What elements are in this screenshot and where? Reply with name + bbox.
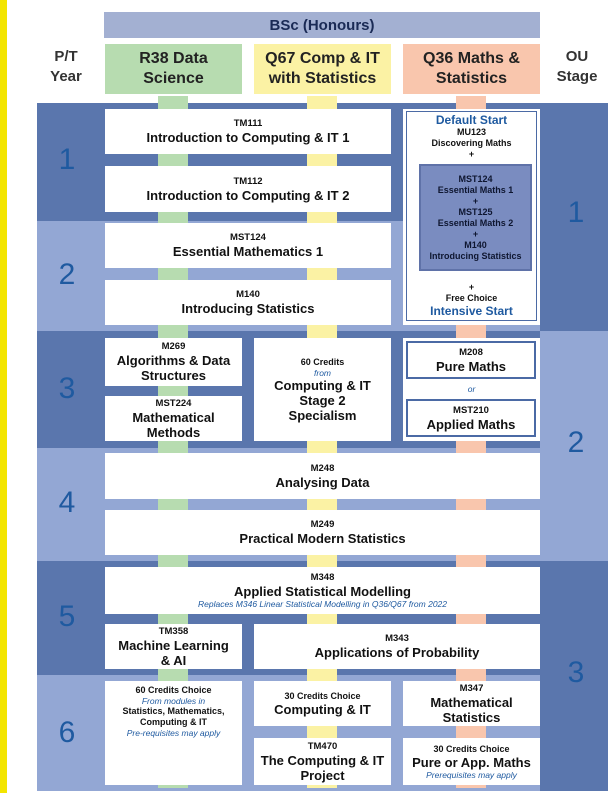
plus-sign: + <box>472 195 479 206</box>
module-code: TM358 <box>158 625 189 637</box>
year-number-2: 2 <box>58 258 76 291</box>
module-title: Analysing Data <box>275 474 370 490</box>
default-start-label: Default Start <box>435 113 508 127</box>
module-code: M269 <box>161 341 186 352</box>
m140-code: M140 <box>464 239 487 250</box>
column-q67 <box>254 44 391 94</box>
module-title: Introduction to Computing & IT 2 <box>146 187 350 203</box>
mu123-title: Discovering Maths <box>431 138 512 148</box>
module-title: Introducing Statistics <box>181 301 315 316</box>
module-m343 <box>254 624 540 669</box>
module-m249 <box>105 510 540 555</box>
specialism-title: Computing & IT Stage 2 Specialism <box>274 377 371 423</box>
module-title: Practical Modern Statistics <box>239 531 406 546</box>
q67-stage2-specialism <box>254 338 391 441</box>
year-number-3: 3 <box>58 372 76 405</box>
column-r38 <box>105 44 242 94</box>
stage-number-1: 1 <box>567 196 585 229</box>
module-code: MST224 <box>155 397 192 409</box>
pt-year-text: P/T Year <box>50 48 82 85</box>
module-code: TM470 <box>307 740 338 752</box>
module-tm470 <box>254 738 391 785</box>
column-q67-label: Q67 Comp & IT with Statistics <box>265 50 380 87</box>
module-title: Mathematical Methods <box>132 409 215 440</box>
m140-title: Introducing Statistics <box>429 250 522 261</box>
plus-sign: + <box>468 282 475 292</box>
stage-number-3: 3 <box>567 656 585 689</box>
module-code: M343 <box>385 633 409 644</box>
column-q36 <box>403 44 540 94</box>
plus-sign: + <box>472 228 479 239</box>
module-title: Mathematical Statistics <box>430 694 513 725</box>
q36-intensive-box <box>419 164 532 271</box>
module-code: MST210 <box>453 404 489 416</box>
module-code: MST124 <box>230 232 266 243</box>
prereq-label: Pre-requisites may apply <box>126 728 221 738</box>
q67-30-credits-choice <box>254 681 391 726</box>
choice-title: Computing & IT <box>274 701 371 717</box>
mst125-title: Essential Maths 2 <box>437 217 514 228</box>
mst124-code: MST124 <box>458 173 493 184</box>
module-m248 <box>105 453 540 499</box>
module-m269 <box>105 338 242 386</box>
q36-free-choice <box>410 279 533 321</box>
credits-label: 60 Credits Choice <box>135 685 212 695</box>
module-note: Replaces M346 Linear Statistical Modelling in Q36/Q67 from 2022 <box>198 599 447 609</box>
module-m348 <box>105 567 540 614</box>
page-edge-stripe <box>0 0 7 793</box>
module-code: M140 <box>236 289 260 300</box>
credits-label: 30 Credits Choice <box>284 690 361 701</box>
module-tm358 <box>105 624 242 669</box>
programme-banner: BSc (Honours) <box>104 12 540 38</box>
from-label: from <box>314 367 331 378</box>
stage-number-2: 2 <box>567 426 585 459</box>
module-tm111 <box>105 109 391 154</box>
choice-title: Pure or App. Maths <box>412 754 531 770</box>
free-choice-label: Free Choice <box>445 293 498 303</box>
module-title: The Computing & IT Project <box>260 752 385 783</box>
mst124-title: Essential Maths 1 <box>437 184 514 195</box>
year-number-6: 6 <box>58 716 76 749</box>
mst125-code: MST125 <box>458 206 493 217</box>
from-label: From modules in <box>141 696 206 706</box>
module-code: TM111 <box>233 118 263 129</box>
module-m140 <box>105 280 391 325</box>
credits-label: 30 Credits Choice <box>433 743 510 754</box>
module-m208 <box>406 341 536 379</box>
module-title: Machine Learning & AI <box>118 637 229 668</box>
module-code: TM112 <box>233 175 263 187</box>
column-q36-label: Q36 Maths & Statistics <box>423 50 520 87</box>
module-m347 <box>403 681 540 726</box>
module-title: Essential Mathematics 1 <box>172 244 324 259</box>
module-tm112 <box>105 166 391 212</box>
module-code: M348 <box>310 572 335 583</box>
module-title: Introduction to Computing & IT 1 <box>146 130 350 145</box>
module-mst224 <box>105 396 242 441</box>
ou-stage-text: OU Stage <box>556 48 598 85</box>
prereq-label: Prerequisites may apply <box>426 769 517 780</box>
module-mst210 <box>406 399 536 437</box>
module-code: M248 <box>310 462 335 474</box>
subjects-label: Statistics, Mathematics, Computing & IT <box>122 706 225 727</box>
module-code: M208 <box>459 346 483 358</box>
module-code: M249 <box>310 519 335 530</box>
module-title: Applications of Probability <box>314 645 480 660</box>
year-number-4: 4 <box>58 486 76 519</box>
intensive-start-label: Intensive Start <box>430 304 513 318</box>
ou-stage-label <box>548 47 606 87</box>
credits-label: 60 Credits <box>300 356 345 367</box>
year-number-1: 1 <box>58 143 76 176</box>
module-title: Pure Maths <box>435 358 507 374</box>
r38-60-credits-choice <box>105 681 242 785</box>
or-label: or <box>467 384 476 394</box>
module-mst124 <box>105 223 391 268</box>
pt-year-label <box>40 47 92 87</box>
module-title: Applied Statistical Modelling <box>234 584 411 599</box>
mu123-code: MU123 <box>456 127 486 137</box>
year-number-5: 5 <box>58 600 76 633</box>
module-code: M347 <box>459 682 484 694</box>
q36-30-credits-choice <box>403 738 540 785</box>
plus-sign: + <box>468 149 475 159</box>
column-r38-label: R38 Data Science <box>139 50 208 87</box>
module-title: Applied Maths <box>426 416 516 432</box>
module-title: Algorithms & Data Structures <box>116 353 231 383</box>
